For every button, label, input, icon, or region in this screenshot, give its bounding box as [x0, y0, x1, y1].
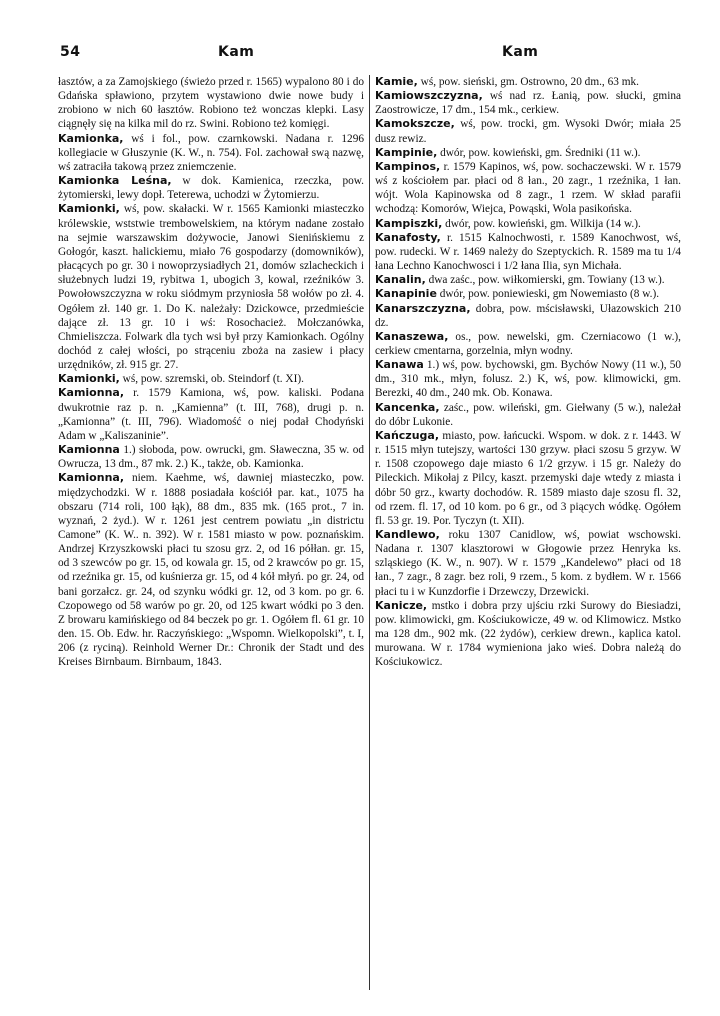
- dictionary-entry: [375, 217, 681, 231]
- dictionary-entry: [375, 89, 681, 117]
- dictionary-entry: [375, 75, 681, 89]
- entry-text: dwa zaśc., pow. wiłkomierski, gm. Towiany (13 w.).: [428, 274, 665, 287]
- entry-text: wś, pow. szremski, ob. Steindorf (t. XI).: [122, 373, 304, 386]
- right-column: [375, 75, 681, 990]
- entry-headword: Kamionki,: [58, 202, 120, 216]
- dictionary-entry: [58, 75, 364, 132]
- entry-text: niem. Kaehme, wś, dawniej miasteczko, pow. międzychodzki. W r. 1888 posiadała kościół par. kat., 1075 ha obszaru (714 roli, 100 łąk), 88 dm., 835 mk. (165 prot., 7 in. wyznań, 2 żyd.). W r. 1261 jest centrem powiatu „in districtu Camone” (K. W.. n. 392). W r. 1581 miasto w pow. poznańskim. Andrzej Krzyszkowski płaci tu szosu grz. 2, od 16 półłan. gr. 15, od 3 szewców po gr. 15, od kowala gr. 15, od 2 krawców po gr. 15, od rzeźnika gr. 15, od kuśnierza gr. 15, od 4 kół młyń. po gr. 24, od bani gorzałcz. gr. 24, od szynku wódki gr. 12, od 3 kom. po gr. 6. Czopowego od 58 warów po gr. 20, od 125 kwart wódki po 3 den. Z browaru kamińskiego od 84 beczek po gr. 1. Ogółem fl. 61 gr. 10 den. 15. Ob. Edw. hr. Raczyńskiego: „Wspomn. Wielkopolski”, t. I, 206 (z ryciną). Reinhold Werner Dr.: Chronik der Stadt und des Kreises Birnbaum. Birnbaum, 1843.: [58, 472, 364, 669]
- entry-headword: Kamionna,: [58, 386, 124, 400]
- entry-headword: Kamie,: [375, 75, 418, 88]
- entry-headword: Kamionki,: [58, 372, 120, 386]
- entry-text: wś i fol., pow. czarnkowski. Nadana r. 1296 kollegiacie w Głuszynie (K. W., n. 754). Fol. zachował swą nazwę, wś zatraciła takową przez zniemczenie.: [58, 132, 364, 173]
- entry-headword: Kańczuga,: [375, 428, 440, 442]
- entry-headword: Kanalin,: [375, 273, 426, 287]
- entry-text: r. 1579 Kapinos, wś, pow. sochaczewski. W r. 1579 wś z kościołem par. płaci od 8 łan., 20 zagr., 1 rzeźnika, 1 łan. wójt. Wola Kapinowska od 8 zagr., 1 rzem. W skład parafii wchodzą: Komorów, Wiejca, Powąski, Wola pasikońska.: [375, 160, 681, 216]
- dictionary-entry: [375, 302, 681, 330]
- entry-headword: Kampiszki,: [375, 216, 443, 230]
- entry-text: roku 1307 Canidlow, wś, powiat wschowski. Nadana r. 1307 klasztorowi w Głogowie przez Henryka ks. szląskiego (K. W., n. 907). W r. 1579 „Kandelewo” płaci od 18 łan., 7 zagr., 8 zagr. bez roli, 9 rzem., 5 kom. z bydłem. W r. 1566 płaci tu i w Kunzdorfie i Drzewczy, Drzewicki.: [375, 529, 681, 598]
- entry-headword: Kamionna,: [58, 471, 124, 485]
- dictionary-entry: [375, 330, 681, 358]
- entry-text: r. 1515 Kalnochwosti, r. 1589 Kanochwost, wś, pow. rudecki. W r. 1469 należy do Szeptyckich. R. 1589 ma tu 1/4 łana Lechno Kanochwosci i 1/2 łana Ilia, syn Michała.: [375, 231, 681, 273]
- dictionary-entry: [375, 273, 681, 287]
- dictionary-entry: [58, 132, 364, 174]
- left-column: [58, 75, 364, 990]
- entry-headword: Kamionka Leśna,: [58, 174, 172, 188]
- entry-headword: Kamiowszczyzna,: [375, 89, 483, 103]
- entry-headword: Kanapinie: [375, 287, 437, 301]
- entry-headword: Kanarszczyzna,: [375, 301, 471, 315]
- entry-text: wś nad rz. Łanią, pow. słucki, gmina Zaostrowicze, 17 dm., 154 mk., cerkiew.: [375, 90, 681, 117]
- entry-text: łasztów, a za Zamojskiego (świeżo przed r. 1565) wypalono 80 i do Gdańska spławiono, przytem wystawiono dwie nowe budy i zrobiono w nich 60 łasztów. Robiono też wonczas klepki. Lasy ciągnęły się na kilka mil do rz. Swini. Robiono też komięgi.: [58, 76, 364, 131]
- entry-headword: Kancenka,: [375, 400, 440, 414]
- dictionary-entry: [375, 401, 681, 429]
- entry-text: dwór, pow. poniewieski, gm Nowemiasto (8 w.).: [439, 288, 660, 301]
- dictionary-entry: [375, 117, 681, 145]
- right-running-head: Kam: [502, 44, 539, 60]
- entry-headword: Kanawa: [375, 358, 424, 372]
- entry-text: 1.) wś, pow. bychowski, gm. Bychów Nowy (11 w.), 50 dm., 310 mk., młyn, folusz. 2.) K, wś, pow. klimowicki, gm. Berezki, 40 dm., 240 mk. Ob. Konawa.: [375, 359, 681, 400]
- entry-text: dwór, pow. kowieński, gm. Średniki (11 w.).: [440, 146, 641, 159]
- entry-headword: Kamionka,: [58, 131, 124, 145]
- entry-headword: Kampinos,: [375, 159, 441, 173]
- dictionary-entry: [58, 471, 364, 669]
- dictionary-entry: [375, 358, 681, 400]
- entry-text: wś, pow. trocki, gm. Wysoki Dwór; miała 25 dusz rewiz.: [375, 118, 681, 145]
- dictionary-entry: [58, 372, 364, 386]
- entry-headword: Kanaszewa,: [375, 329, 449, 343]
- entry-headword: Kanafosty,: [375, 230, 441, 244]
- page-header: [60, 44, 670, 66]
- entry-headword: Kampinie,: [375, 145, 438, 159]
- dictionary-entry: [58, 443, 364, 471]
- entry-headword: Kandlewo,: [375, 528, 440, 541]
- entry-text: mstko i dobra przy ujściu rzki Surowy do Biesiadzi, pow. klimowicki, gm. Kościukowicze, 49 w. od Klimowicz. Mstko ma 128 dm., 902 mk. (22 żydów), cerkiew drewn., kaplica katol. murowana. W r. 1784 wymieniona jako wieś. Dobra należą do Kościukowicz.: [375, 599, 681, 669]
- dictionary-entry: [375, 146, 681, 160]
- dictionary-entry: [375, 599, 681, 670]
- entry-text: r. 1579 Kamiona, wś, pow. kaliski. Podana dwukrotnie raz p. n. „Kamienna” (t. III, 768), drugi p. n. „Kamionna” (t. III, 796). Wiadomość o niej podał Chodyński Adam w „Kaliszaninie”.: [58, 387, 364, 442]
- entry-headword: Kanicze,: [375, 598, 428, 612]
- dictionary-entry: [375, 287, 681, 301]
- dictionary-entry: [375, 429, 681, 528]
- dictionary-entry: [58, 202, 364, 372]
- left-running-head: Kam: [218, 44, 255, 60]
- entry-headword: Kamokszcze,: [375, 117, 455, 131]
- dictionary-entry: [375, 528, 681, 599]
- dictionary-entry: [58, 386, 364, 443]
- dictionary-entry: [375, 231, 681, 273]
- entry-text: wś, pow. skałacki. W r. 1565 Kamionki miasteczko królewskie, wststwie trembowelskiem, na którym nadane zostało na sejmie warszawskim dożywocie, Janowi Sienińskiemu z Gołogór, kaszt. halickiemu, miało 76 gospodarzy (domowników), płacących po gr. 30 i nowoprzysiadłych 21, domów szlacheckich i służebnych ludzi 19, rybitwa 1, ubogich 3, kowal, rzeźników 3. Powołowszczyzna w roku siódmym przyniosła 58 wołów po zł. 4. Ogółem zł. 140 gr. 1. Do K. należały: Dzickowce, przedmieście dające zł. 13 gr. 10 i wś: Rosochacież. Mołczanówka, Chmieliszcza. Folwark dla tych wsi był przy Kamionkach. Ogólny dochód z całej włości, po strąceniu zboża na zasiew i płacy urzędników, zł. 915 gr. 27.: [58, 203, 364, 372]
- entry-text: w dok. Kamienica, rzeczka, pow. żytomierski, lewy dopł. Teterewa, uchodzi w Żytomierzu.: [58, 175, 364, 202]
- entry-text: dwór, pow. kowieński, gm. Wilkija (14 w.).: [445, 217, 641, 230]
- entry-text: dobra, pow. mścisławski, Ułazowskich 210 dz.: [375, 302, 681, 329]
- dictionary-entry: [58, 174, 364, 202]
- entry-text: wś, pow. sieński, gm. Ostrowno, 20 dm., 63 mk.: [420, 76, 639, 88]
- entry-headword: Kamionna: [58, 443, 120, 457]
- entry-text: miasto, pow. łańcucki. Wspom. w dok. z r. 1443. W r. 1515 młyn tutejszy, wartości 130 grzyw. płaci szosu 5 grzyw. W r. 1508 czopowego daje miasto 6 1/2 grzyw. i 15 gr. Należy do Pileckich. Mikołaj z Pilcy, kaszt. przemyski daje wtedy z miasta i dóbr 50 grz., kwarty dochodów. R. 1589 miasto daje szosu fl. 32, od rzem. fl. 17, od 10 kom. po 6 gr., od 3 piących wódkę. Ogółem fl. 53 gr. 19. Por. Tyczyn (t. XII).: [375, 429, 681, 527]
- dictionary-entry: [375, 160, 681, 217]
- page-number: 54: [60, 44, 81, 60]
- column-divider: [369, 75, 370, 990]
- entry-text: os., pow. newelski, gm. Czerniacowo (1 w.), cerkiew cmentarna, gorzelnia, młyn wodny.: [375, 330, 681, 357]
- entry-text: zaśc., pow. wileński, gm. Giełwany (5 w.), należał do dóbr Lukonie.: [375, 401, 681, 428]
- entry-text: 1.) słoboda, pow. owrucki, gm. Sławeczna, 35 w. od Owrucza, 13 dm., 87 mk. 2.) K., także, ob. Kamionka.: [58, 444, 364, 471]
